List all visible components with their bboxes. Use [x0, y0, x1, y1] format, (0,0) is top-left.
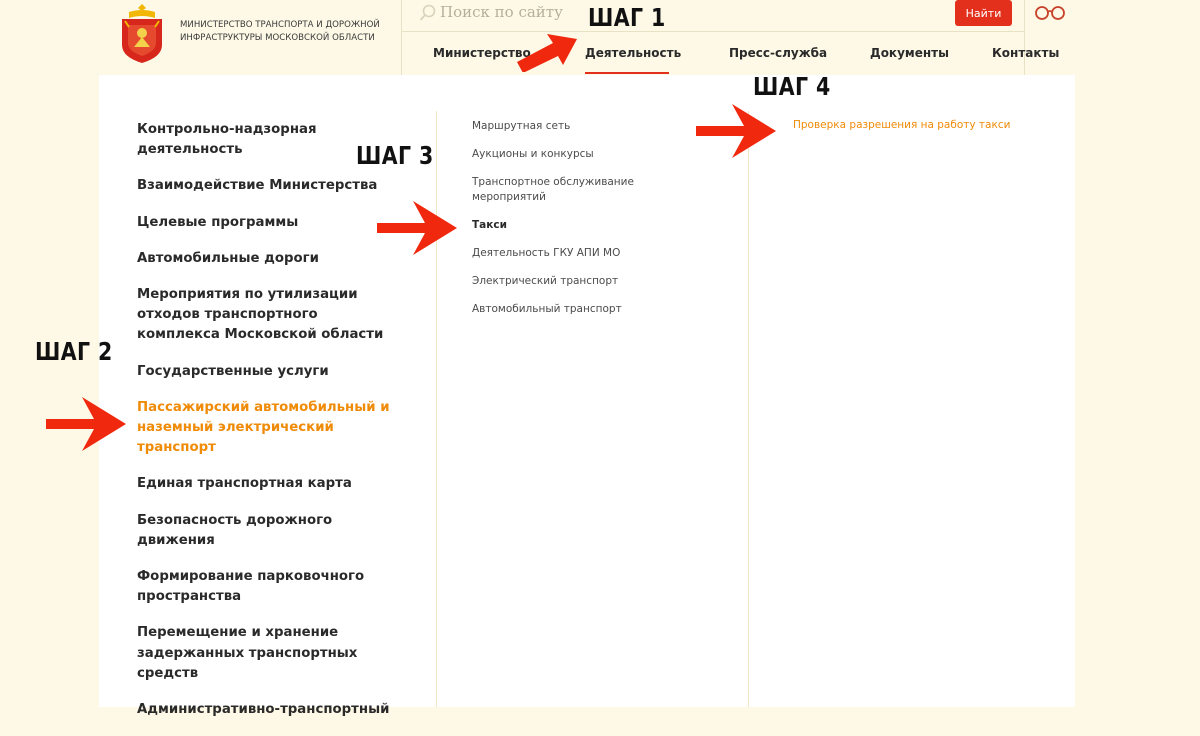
menu-level2-item[interactable]: Маршрутная сеть: [472, 120, 571, 132]
menu-level1-item[interactable]: Формирование парковочного пространства: [137, 569, 365, 605]
nav-item-press[interactable]: Пресс-служба: [729, 46, 828, 60]
step1-label: ШАГ 1: [588, 3, 666, 32]
header-divider: [401, 31, 1024, 32]
menu-level1-list: [137, 120, 397, 736]
menu-level1-item-active[interactable]: Пассажирский автомобильный и наземный электрический транспорт: [137, 399, 390, 456]
menu-level1-item[interactable]: Безопасность дорожного движения: [137, 512, 333, 548]
arrow-icon: [46, 394, 128, 454]
menu-level1-item[interactable]: Взаимодействие Министерства: [137, 178, 378, 194]
menu-level2-item[interactable]: Деятельность ГКУ АПИ МО: [472, 247, 621, 259]
nav-active-indicator: [585, 72, 669, 74]
nav-item-contacts[interactable]: Контакты: [992, 46, 1060, 60]
menu-level2-item[interactable]: Транспортное обслуживание мероприятий: [472, 176, 634, 203]
coat-of-arms-logo[interactable]: [119, 3, 165, 64]
header-divider: [401, 0, 402, 75]
menu-level1-item[interactable]: Контрольно-надзорная деятельность: [137, 122, 317, 158]
menu-level1-item[interactable]: Автомобильные дороги: [137, 250, 319, 266]
menu-level2-item[interactable]: Аукционы и конкурсы: [472, 148, 594, 160]
menu-level1-item[interactable]: Административно-транспортный: [137, 702, 390, 718]
menu-level1-item[interactable]: Целевые программы: [137, 214, 299, 230]
glasses-icon[interactable]: [1034, 4, 1066, 21]
search-icon[interactable]: [419, 4, 437, 22]
header-divider: [1024, 0, 1025, 75]
nav-item-ministry[interactable]: Министерство: [433, 46, 531, 60]
ministry-name[interactable]: МИНИСТЕРСТВО ТРАНСПОРТА И ДОРОЖНОЙ ИНФРАСТРУКТУРЫ МОСКОВСКОЙ ОБЛАСТИ: [180, 20, 380, 43]
menu-level1-item[interactable]: Перемещение и хранение задержанных транспортных средств: [137, 625, 358, 681]
nav-item-documents[interactable]: Документы: [870, 46, 949, 60]
search-button[interactable]: Найти: [955, 0, 1012, 26]
menu-level2-item[interactable]: Электрический транспорт: [472, 275, 619, 287]
menu-level1-item[interactable]: Единая транспортная карта: [137, 476, 352, 492]
arrow-icon: [515, 10, 583, 72]
menu-level2-item-active[interactable]: Такси: [472, 219, 507, 231]
step4-label: ШАГ 4: [753, 72, 831, 101]
step3-label: ШАГ 3: [356, 141, 434, 170]
arrow-icon: [696, 101, 778, 161]
arrow-icon: [377, 198, 459, 258]
menu-level1-item[interactable]: Мероприятия по утилизации отходов транспортного комплекса Московской области: [137, 287, 384, 343]
menu-level2-list: [472, 119, 672, 330]
menu-level2-item[interactable]: Автомобильный транспорт: [472, 303, 622, 315]
menu-level1-item[interactable]: Государственные услуги: [137, 363, 329, 379]
menu-column-divider: [748, 111, 749, 707]
menu-level3-item-taxi-permit-check[interactable]: Проверка разрешения на работу такси: [793, 119, 1011, 131]
step2-label: ШАГ 2: [35, 337, 113, 366]
nav-item-activity[interactable]: Деятельность: [585, 46, 682, 60]
